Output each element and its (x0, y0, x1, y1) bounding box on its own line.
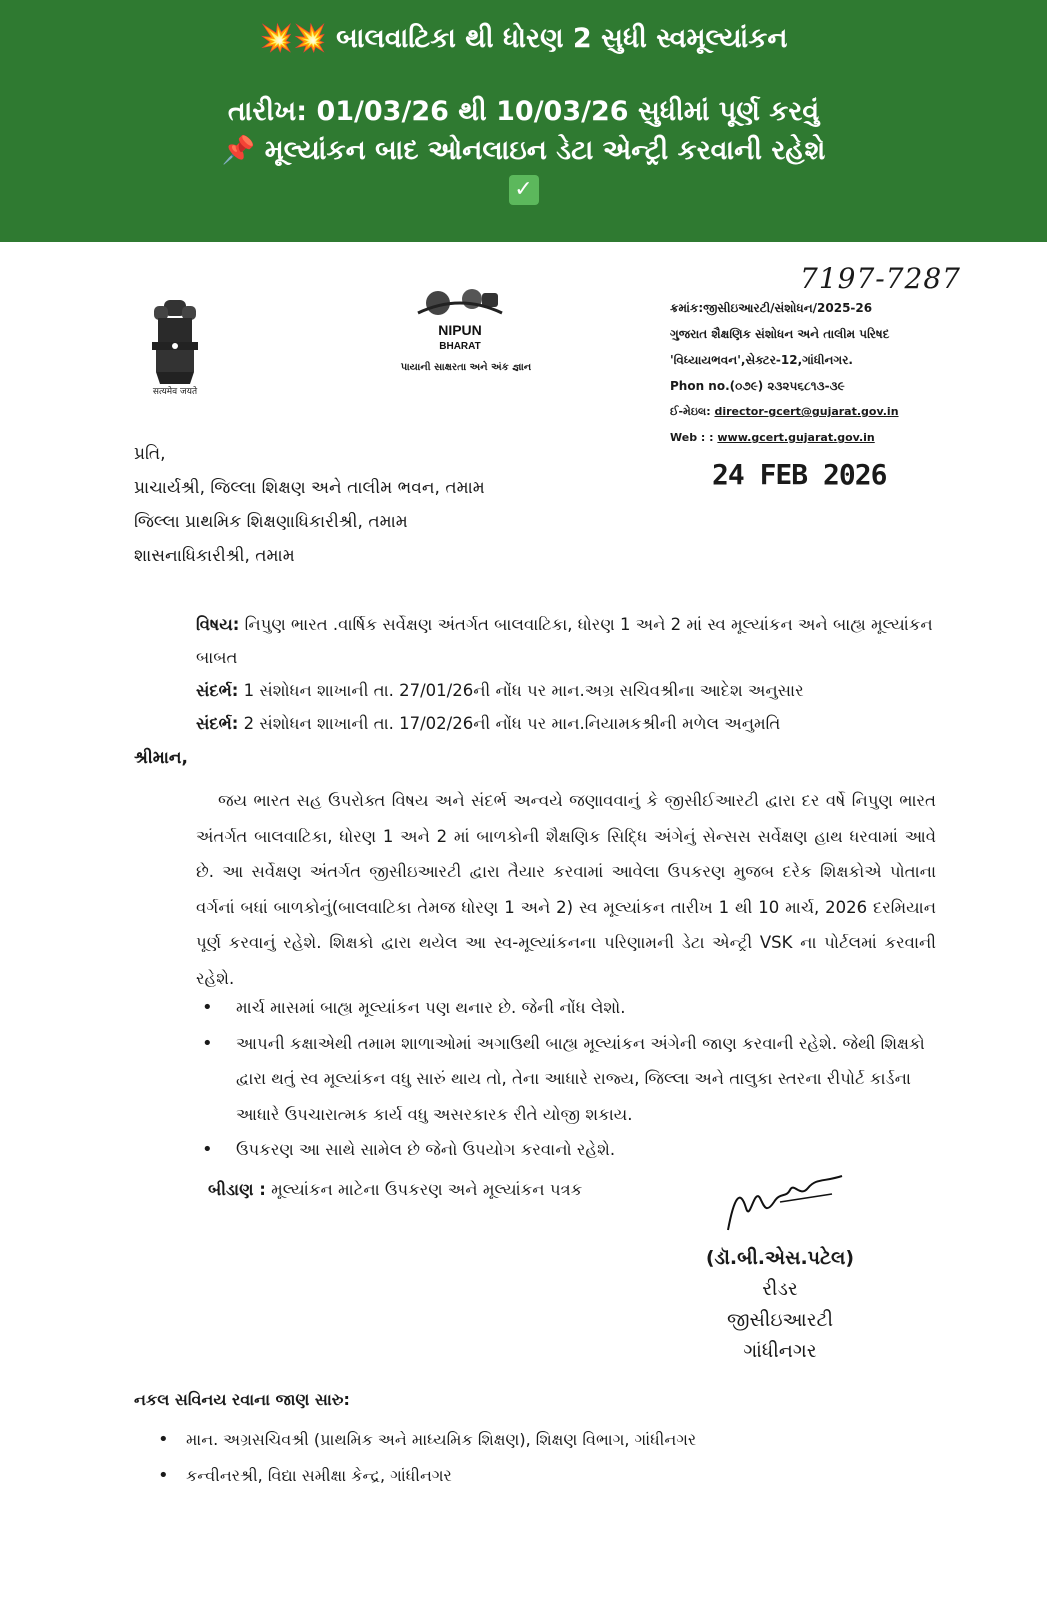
web-label: Web : : (670, 431, 714, 444)
svg-text:BHARAT: BHARAT (439, 341, 481, 352)
check-icon: ✓ (509, 175, 539, 205)
addressee-prefix: પ્રતિ, (134, 444, 166, 464)
reference-label: સંદર્ભ: (196, 681, 239, 700)
email-link[interactable]: director-gcert@gujarat.gov.in (714, 405, 899, 418)
office-line: 'વિધ્યાયભવન',સેક્ટર-12,ગાંધીનગર. (670, 353, 853, 367)
signature-icon (720, 1168, 850, 1238)
addressee-line: શાસનાધિકારીશ્રી, તમામ (134, 546, 295, 566)
signer-name: (ડૉ.બી.એસ.પટેલ) (705, 1247, 855, 1269)
reference-1 (196, 674, 936, 707)
reference-text: 2 સંશોધન શાખાની તા. 17/02/26ની નોંધ પર માન.નિયામકશ્રીની મળેલ અનુમતિ (243, 714, 781, 733)
list-item: • માન. અગ્રસચિવશ્રી (પ્રાથમિક અને માધ્યમિક શિક્ષણ), શિક્ષણ વિભાગ, ગાંધીનગર (158, 1422, 696, 1458)
signer-block (660, 1243, 900, 1367)
list-item: • આપની કક્ષાએથી તમામ શાળાઓમાં અગાઉથી બાહ્ય મૂલ્યાંકન અંગેની જાણ કરવાની રહેશે. જેથી શિક્ષકો દ્વારા થતું સ્વ મૂલ્યાંકન વધુ સારું થાય તો, તેના આધારે રાજ્ય, જિલ્લા અને તાલુકા સ્તરના રીપોર્ટ કાર્ડના આધારે ઉપચારાત્મક કાર્ય વધુ અસરકારક રીતે યોજી શકાય. (200, 1026, 940, 1133)
reference-2 (196, 707, 936, 740)
subject-text: નિપુણ ભારત .વાર્ષિક સર્વેક્ષણ અંતર્ગત બાલવાટિકા, ધોરણ 1 અને 2 માં સ્વ મૂલ્યાંકન અને બાહ્ય મૂલ્યાંકન બાબત (196, 615, 933, 667)
reference-text: 1 સંશોધન શાખાની તા. 27/01/26ની નોંધ પર માન.અગ્ર સચિવશ્રીના આદેશ અનુસાર (243, 681, 804, 700)
nipun-bharat-logo (410, 283, 510, 353)
list-item: • કન્વીનરશ્રી, વિદ્યા સમીક્ષા કેન્દ્ર, ગાંધીનગર (158, 1458, 696, 1494)
office-line: ગુજરાત શૈક્ષણિક સંશોધન અને તાલીમ પરિષદ (670, 327, 890, 341)
handwritten-number: 7197-7287 (800, 262, 961, 295)
national-emblem-icon (140, 292, 210, 392)
salutation: શ્રીમાન, (134, 748, 189, 768)
web-link[interactable]: www.gcert.gujarat.gov.in (717, 431, 875, 444)
banner-date-line: તારીખ: 01/03/26 થી 10/03/26 સુધીમાં પૂર્ણ કરવું (227, 96, 820, 127)
reference-label: સંદર્ભ: (196, 714, 239, 733)
office-line: ક્રમાંક:જીસીઇઆરટી/સંશોધન/2025-26 (670, 301, 873, 315)
signer-city: ગાંધીનગર (743, 1340, 817, 1362)
date-stamp: 24 FEB 2026 (712, 458, 887, 491)
list-item: • ઉપકરણ આ સાથે સામેલ છે જેનો ઉપયોગ કરવાનો રહેશે. (200, 1132, 940, 1168)
enclosure-label: બીડાણ : (208, 1180, 266, 1199)
subject-label: વિષય: (196, 615, 240, 634)
email-label: ઈ-મેઇલ: (670, 405, 711, 418)
copies-heading: નકલ સવિનય રવાના જાણ સારુ: (134, 1390, 350, 1409)
subject-line (196, 608, 936, 674)
signer-org: જીસીઇઆરટી (726, 1309, 834, 1331)
signer-designation: રીડર (762, 1278, 798, 1300)
web-line (670, 425, 899, 451)
emblem-motto: सत्यमेव जयते (152, 387, 198, 397)
addressee-line: જિલ્લા પ્રાથમિક શિક્ષણાધિકારીશ્રી, તમામ (134, 512, 408, 532)
list-item: • માર્ચ માસમાં બાહ્ય મૂલ્યાંકન પણ થનાર છે. જેની નોંધ લેશો. (200, 990, 940, 1026)
addressee-block (134, 437, 485, 573)
copies-list (158, 1422, 696, 1494)
top-banner (0, 0, 1047, 242)
banner-check (0, 170, 1047, 205)
svg-text:NIPUN: NIPUN (438, 322, 482, 338)
body-text: જય ભારત સહ ઉપરોક્ત વિષય અને સંદર્ભ અન્વયે જણાવવાનું કે જીસીઈઆરટી દ્વારા દર વર્ષે નિપુણ ભારત અંતર્ગત બાલવાટિકા, ધોરણ 1 અને 2 માં બાળકોની શૈક્ષણિક સિદ્ધિ અંગેનું સેન્સસ સર્વેક્ષણ હાથ ધરવામાં આવે છે. આ સર્વેક્ષણ અંતર્ગત જીસીઇઆરટી દ્વારા તૈયાર કરવામાં આવેલા ઉપકરણ મુજબ દરેક શિક્ષકોએ પોતાના વર્ગનાં બધાં બાળકોનું(બાલવાટિકા તેમજ ધોરણ 1 અને 2) સ્વ મૂલ્યાંકન તારીખ 1 થી 10 માર્ચ, 2026 દરમિયાન પૂર્ણ કરવાનું રહેશે. શિક્ષકો દ્વારા થયેલ આ સ્વ-મૂલ્યાંકનના પરિણામની ડેટા એન્ટ્રી VSK ના પોર્ટલમાં કરવાની રહેશે. (196, 791, 936, 988)
enclosure-text: મૂલ્યાંકન માટેના ઉપકરણ અને મૂલ્યાંકન પત્રક (271, 1180, 583, 1199)
bullet-list (200, 990, 940, 1168)
nipun-tagline: પાયાની સાક્ષરતા અને અંક જ્ઞાન (400, 362, 532, 373)
office-address (670, 295, 899, 451)
email-line (670, 399, 899, 425)
office-line: Phon no.(૦૭૯) ૨૩૨૫૬૮૧૩-૩૯ (670, 379, 845, 393)
body-paragraph (196, 783, 936, 996)
banner-title: 💥💥 બાલવાટિકા થી ધોરણ 2 સુધી સ્વમૂલ્યાંકન (259, 23, 788, 54)
enclosure-line (208, 1180, 582, 1200)
addressee-line: પ્રાચાર્યશ્રી, જિલ્લા શિક્ષણ અને તાલીમ ભવન, તમામ (134, 478, 485, 498)
banner-entry-line: 📌 મૂલ્યાંકન બાદ ઓનલાઇન ડેટા એન્ટ્રી કરવાની રહેશે (221, 135, 826, 166)
subject-block (196, 608, 936, 740)
